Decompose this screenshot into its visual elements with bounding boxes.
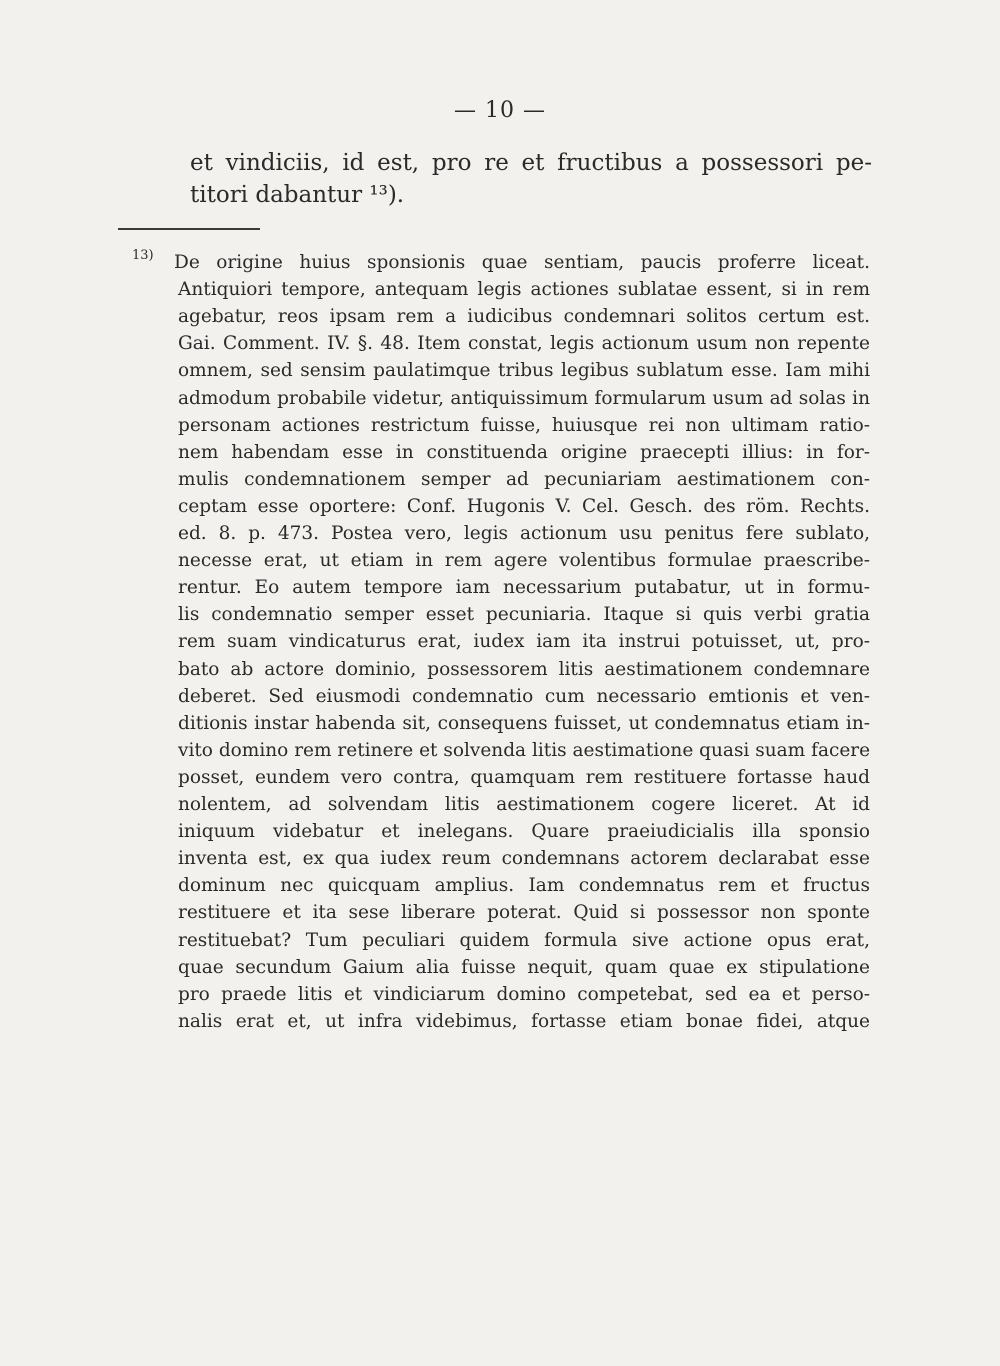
footnote-line: bato ab actore dominio, possessorem litis aestimationem condemnare [178, 658, 870, 680]
main-text-line: et vindiciis, id est, pro re et fructibus a possessori pe- [190, 150, 872, 176]
footnote-line: ceptam esse oportere: Conf. Hugonis V. Cel. Gesch. des röm. Rechts. [178, 495, 870, 517]
footnote-line: nolentem, ad solvendam litis aestimationem cogere liceret. At id [178, 794, 870, 815]
footnote-line: iniquum videbatur et inelegans. Quare praeiudicialis illa sponsio [178, 821, 870, 843]
footnote-line: admodum probabile videtur, antiquissimum formularum usum ad solas in [178, 387, 870, 409]
footnote-line: nem habendam esse in constituenda origine praecepti illius: in for- [178, 441, 870, 463]
footnote-line: De origine huius sponsionis quae sentiam, paucis proferre liceat. [174, 252, 870, 273]
footnote-line: restituere et ita sese liberare poterat. Quid si possessor non sponte [178, 902, 870, 924]
footnote-line: inventa est, ex qua iudex reum condemnans actorem declarabat esse [178, 848, 870, 870]
footnote-separator [118, 228, 260, 230]
footnote-line: rem suam vindicaturus erat, iudex iam ita instrui potuisset, ut, pro- [178, 631, 870, 653]
footnote-line: deberet. Sed eiusmodi condemnatio cum necessario emtionis et ven- [178, 685, 870, 707]
footnote-line: dominum nec quicquam amplius. Iam condemnatus rem et fructus [178, 875, 870, 897]
footnote-line: pro praede litis et vindiciarum domino competebat, sed ea et perso- [178, 983, 870, 1005]
main-text-line: titori dabantur ¹³). [190, 182, 405, 208]
page-number: — 10 — [454, 98, 546, 123]
footnote-line: ditionis instar habenda sit, consequens fuisset, ut condemnatus etiam in- [178, 712, 870, 734]
footnote-line: restituebat? Tum peculiari quidem formula sive actione opus erat, [178, 929, 870, 951]
footnote-line: nalis erat et, ut infra videbimus, fortasse etiam bonae fidei, atque [178, 1010, 870, 1032]
footnote-line: agebatur, reos ipsam rem a iudicibus condemnari solitos certum est. [178, 306, 870, 328]
footnote-line: omnem, sed sensim paulatimque tribus legibus sublatum esse. Iam mihi [178, 360, 870, 382]
footnote-line: posset, eundem vero contra, quamquam rem restituere fortasse haud [178, 766, 870, 788]
footnote-line: personam actiones restrictum fuisse, huiusque rei non ultimam ratio- [178, 414, 870, 436]
footnote-line: mulis condemnationem semper ad pecuniariam aestimationem con- [178, 468, 870, 490]
footnote-line: Gai. Comment. IV. §. 48. Item constat, legis actionum usum non repente [178, 333, 870, 355]
footnote-line: lis condemnatio semper esset pecuniaria. Itaque si quis verbi gratia [178, 604, 870, 626]
footnote-line: necesse erat, ut etiam in rem agere volentibus formulae praescribe- [178, 550, 870, 572]
footnote-marker: 13) [132, 248, 154, 263]
footnote-line: rentur. Eo autem tempore iam necessarium putabatur, ut in formu- [178, 577, 870, 599]
footnote-line: Antiquiori tempore, antequam legis actiones sublatae essent, si in rem [178, 279, 870, 301]
footnote-line: quae secundum Gaium alia fuisse nequit, quam quae ex stipulatione [178, 956, 870, 978]
footnote-line: vito domino rem retinere et solvenda litis aestimatione quasi suam facere [178, 739, 871, 761]
footnote-line: ed. 8. p. 473. Postea vero, legis actionum usu penitus fere sublato, [178, 523, 870, 544]
